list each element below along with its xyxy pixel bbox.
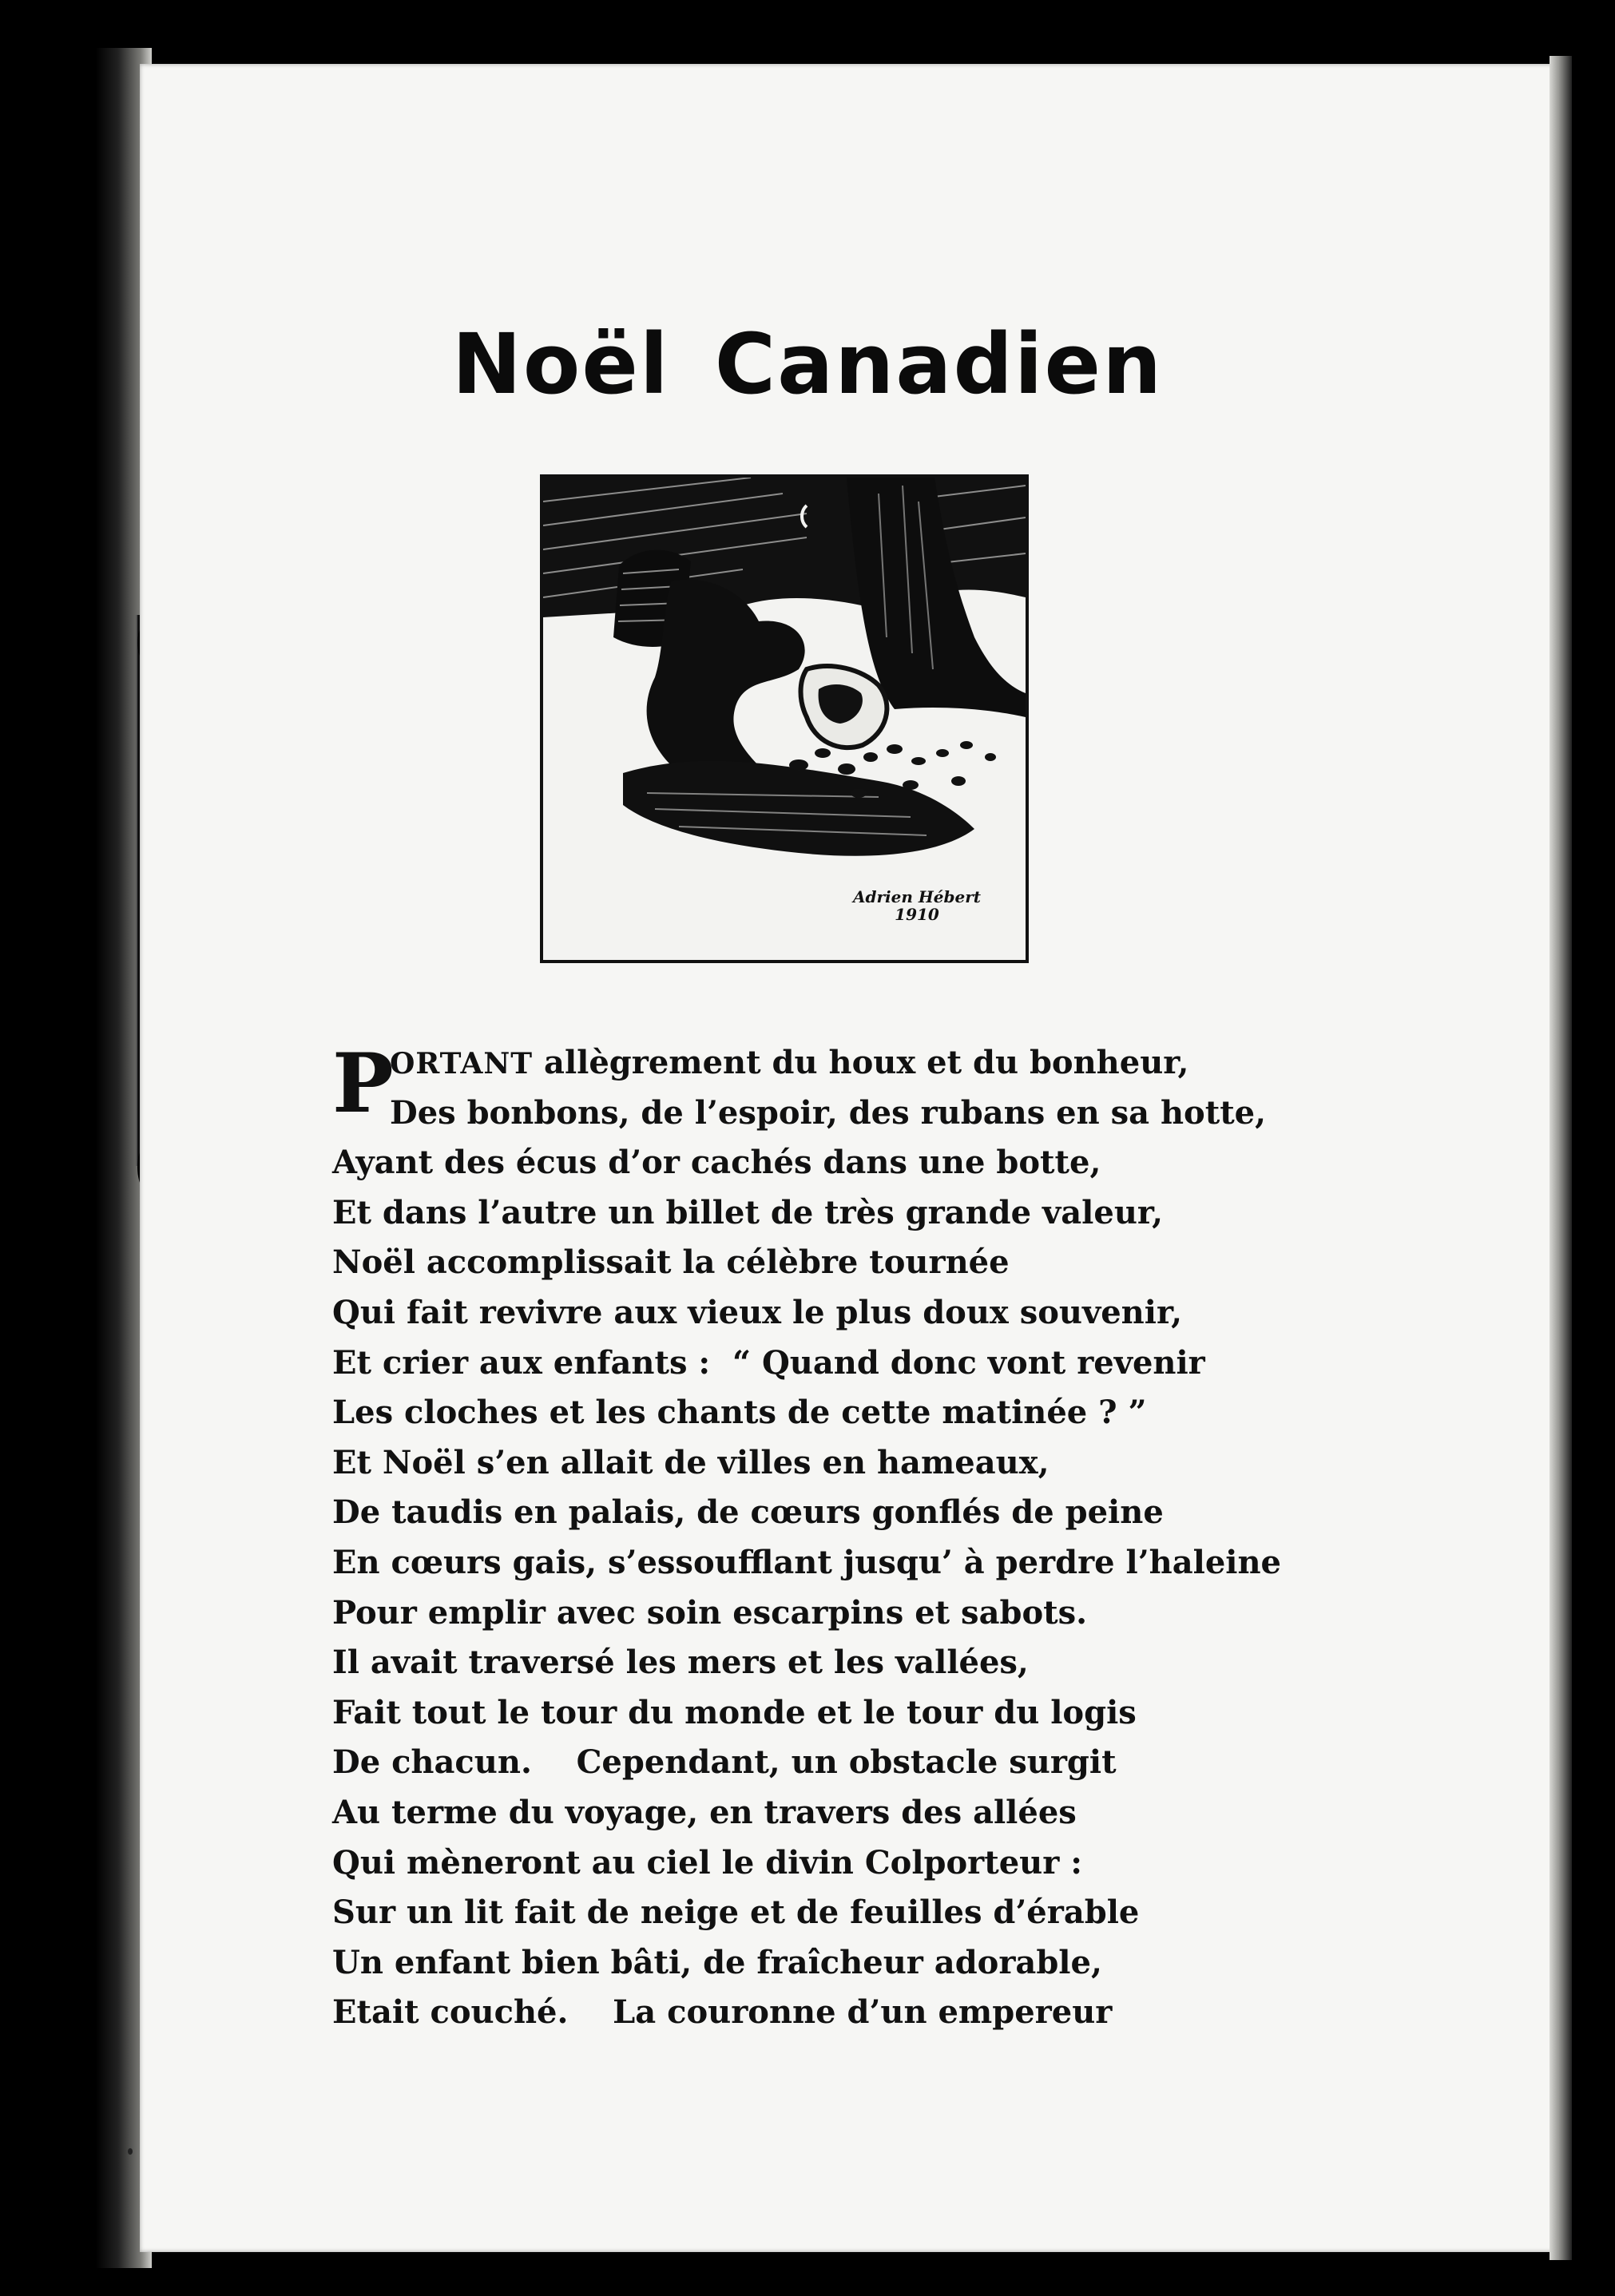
poem-line: Au terme du voyage, en travers des allées <box>332 1793 1077 1831</box>
scan-speck <box>128 2148 133 2155</box>
poem-body <box>332 1138 1474 2038</box>
poem-line: Les cloches et les chants de cette matinée ? ” <box>332 1394 1147 1432</box>
poem-line: Etait couché. La couronne d’un empereur <box>332 1993 1113 2032</box>
poem-second-line: Des bonbons, de l’espoir, des rubans en sa hotte, <box>390 1093 1267 1132</box>
poem-first-line-rest: allègrement du houx et du bonheur, <box>533 1044 1189 1081</box>
poem-line: Fait tout le tour du monde et le tour du logis <box>332 1693 1137 1731</box>
poem-line: Pour emplir avec soin escarpins et sabots. <box>332 1593 1088 1632</box>
poem-first-line <box>390 1038 1188 1089</box>
poem-line: Qui fait revivre aux vieux le plus doux souvenir, <box>332 1293 1183 1331</box>
poem-line: En cœurs gais, s’essoufflant jusqu’ à perdre l’haleine <box>332 1543 1282 1581</box>
poem-dropcap: P <box>332 1036 394 1132</box>
poem-line: De chacun. Cependant, un obstacle surgit <box>332 1743 1117 1782</box>
poem-line: Sur un lit fait de neige et de feuilles d’érable <box>332 1894 1140 1932</box>
poem-line: Qui mèneront au ciel le divin Colporteur : <box>332 1843 1083 1882</box>
poem-line: Noël accomplissait la célèbre tournée <box>332 1243 1010 1282</box>
page-title: Noël Canadien <box>451 315 1164 413</box>
poem-line: Et Noël s’en allait de villes en hameaux, <box>332 1443 1050 1481</box>
illustration-year: 1910 <box>895 905 939 924</box>
poem-line: Il avait traversé les mers et les vallées, <box>332 1644 1029 1682</box>
poem-first-line-caps: ORTANT <box>390 1047 534 1081</box>
poem-line: Un enfant bien bâti, de fraîcheur adorable, <box>332 1943 1102 1981</box>
poem-line: Ayant des écus d’or cachés dans une botte, <box>332 1144 1101 1182</box>
poem-line: Et dans l’autre un billet de très grande valeur, <box>332 1193 1163 1231</box>
poem-line: De taudis en palais, de cœurs gonflés de peine <box>332 1493 1164 1532</box>
illustration-signature: Adrien Hébert <box>853 887 981 906</box>
poem-line: Et crier aux enfants : “ Quand donc vont revenir <box>332 1343 1205 1382</box>
woodcut-illustration <box>540 474 1029 963</box>
